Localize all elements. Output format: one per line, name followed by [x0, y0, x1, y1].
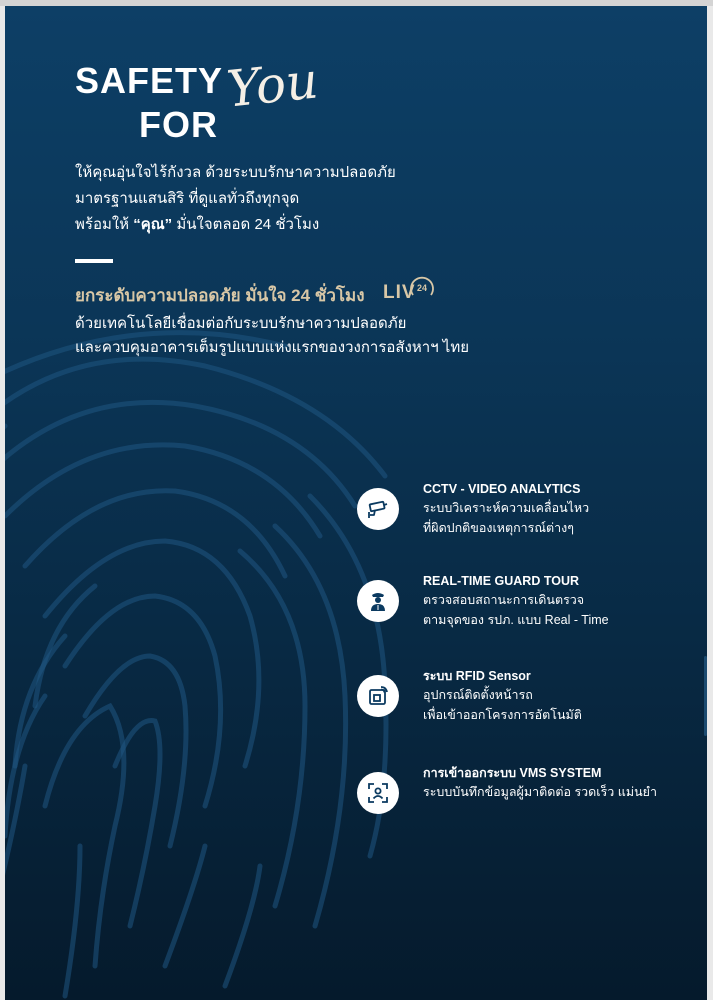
feature-text — [423, 667, 703, 725]
face-scan-icon — [366, 781, 390, 805]
liv-logo-text: LIV — [383, 282, 416, 303]
feature-title: CCTV - VIDEO ANALYTICS — [423, 482, 581, 496]
liv-logo-number: 24 — [416, 283, 428, 293]
rfid-sensor-icon — [366, 684, 390, 708]
feature-desc-line-2: เพื่อเข้าออกโครงการอัตโนมัติ — [423, 708, 582, 722]
scroll-indicator[interactable] — [704, 656, 707, 736]
intro-line-3-suffix: มั่นใจตลอด 24 ชั่วโมง — [172, 216, 320, 233]
subheading-body-line-1: ด้วยเทคโนโลยีเชื่อมต่อกับระบบรักษาความปลอดภัย — [75, 315, 407, 332]
feature-desc-line-1: ระบบวิเคราะห์ความเคลื่อนไหว — [423, 501, 590, 515]
security-guard-icon — [366, 589, 390, 613]
feature-text — [423, 764, 703, 802]
feature-text — [423, 480, 703, 538]
liv24-logo — [383, 273, 437, 307]
subheading-title: ยกระดับความปลอดภัย มั่นใจ 24 ชั่วโมง — [75, 286, 365, 305]
liv-logo-24-ring — [407, 273, 437, 303]
feature-desc-line-1: อุปกรณ์ติดตั้งหน้ารถ — [423, 688, 533, 702]
feature-icon-circle — [357, 580, 399, 622]
intro-line-3-prefix: พร้อมให้ — [75, 216, 134, 233]
intro-text — [75, 160, 396, 238]
subheading-body-line-2: และควบคุมอาคารเต็มรูปแบบแห่งแรกของวงการอสังหาฯ ไทย — [75, 339, 469, 356]
feature-title: ระบบ RFID Sensor — [423, 669, 531, 683]
headline-for: FOR — [139, 104, 218, 145]
feature-icon-circle — [357, 675, 399, 717]
intro-line-2: มาตรฐานแสนสิริ ที่ดูแลทั่วถึงทุกจุด — [75, 190, 300, 207]
cctv-camera-icon — [366, 497, 390, 521]
feature-desc-line-2: ที่ผิดปกติของเหตุการณ์ต่างๆ — [423, 521, 574, 535]
feature-icon-circle — [357, 772, 399, 814]
feature-desc-line-1: ระบบบันทึกข้อมูลผู้มาติดต่อ รวดเร็ว แม่นยำ — [423, 785, 657, 799]
feature-title: REAL-TIME GUARD TOUR — [423, 574, 580, 588]
section-divider — [75, 259, 113, 263]
intro-line-1: ให้คุณอุ่นใจไร้กังวล ด้วยระบบรักษาความปลอดภัย — [75, 164, 396, 181]
intro-line-3 — [75, 212, 396, 238]
headline-safety: SAFETY — [75, 60, 224, 101]
headline-you-script: You — [224, 51, 321, 119]
subheading-body — [75, 312, 469, 360]
feature-desc-line-1: ตรวจสอบสถานะการเดินตรวจ — [423, 593, 585, 607]
feature-icon-circle — [357, 488, 399, 530]
safety-panel — [5, 6, 707, 1000]
intro-quote-you: “คุณ” — [133, 216, 173, 233]
feature-text — [423, 572, 703, 630]
feature-title: การเข้าออกระบบ VMS SYSTEM — [423, 766, 602, 780]
feature-desc-line-2: ตามจุดของ รปภ. แบบ Real - Time — [423, 613, 609, 627]
